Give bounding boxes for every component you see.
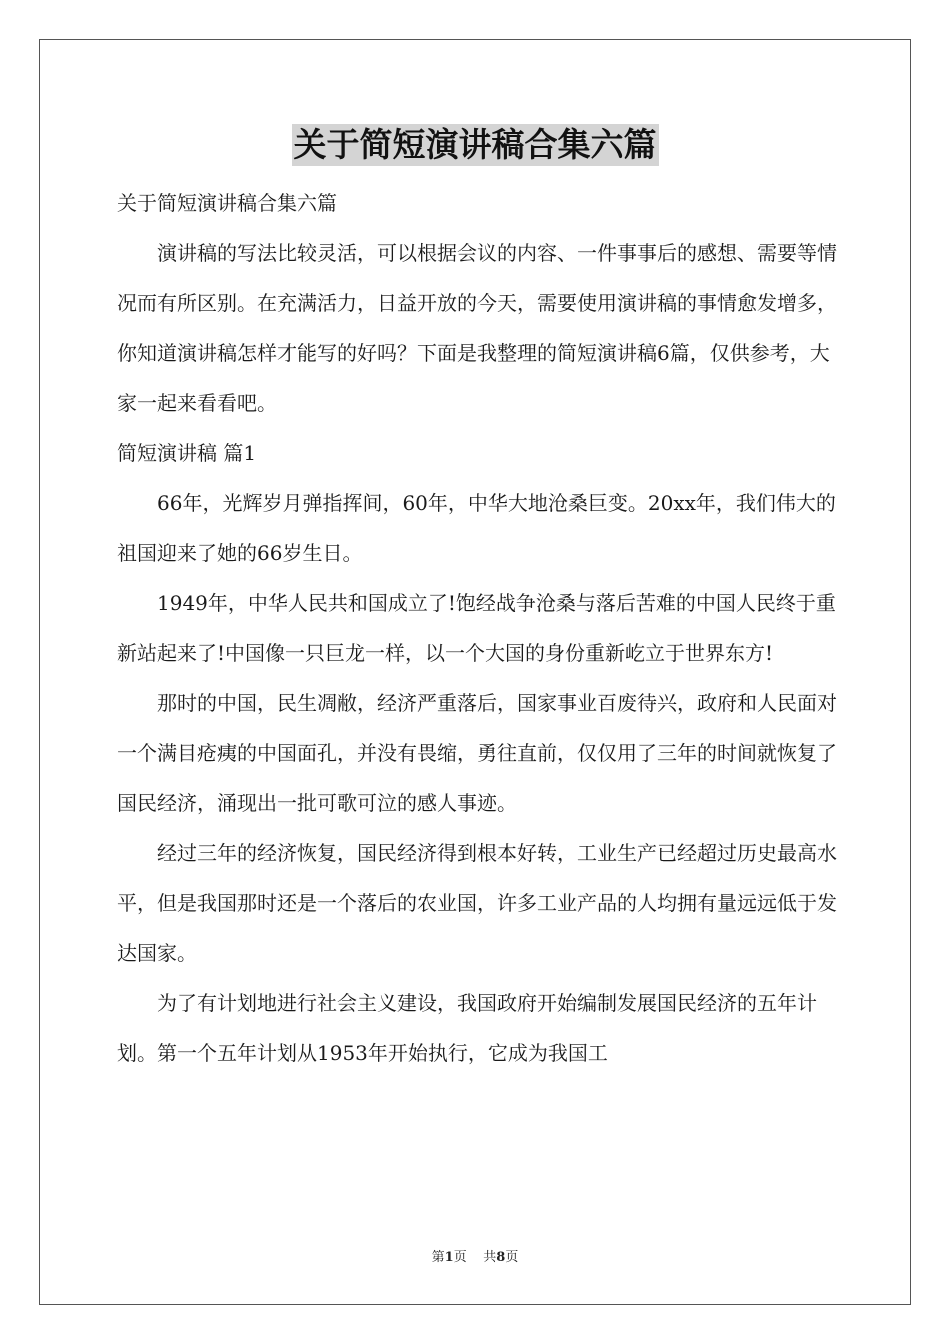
section-heading: 简短演讲稿 篇1 [117, 441, 257, 465]
paragraph: 1949年，中华人民共和国成立了!饱经战争沧桑与落后苦难的中国人民终于重新站起来了!中国像一只巨龙一样，以一个大国的身份重新屹立于世界东方! [117, 591, 836, 665]
document-body [117, 178, 837, 1078]
paragraph: 那时的中国，民生凋敝，经济严重落后，国家事业百废待兴，政府和人民面对一个满目疮痍的中国面孔，并没有畏缩，勇往直前，仅仅用了三年的时间就恢复了国民经济，涌现出一批可歌可泣的感人事迹。 [117, 691, 837, 815]
paragraph: 为了有计划地进行社会主义建设，我国政府开始编制发展国民经济的五年计划。第一个五年计划从1953年开始执行，它成为我国工 [117, 991, 817, 1065]
total-pages: 8 [496, 1250, 506, 1265]
paragraph: 经过三年的经济恢复，国民经济得到根本好转，工业生产已经超过历史最高水平，但是我国那时还是一个落后的农业国，许多工业产品的人均拥有量远远低于发达国家。 [117, 841, 837, 965]
paragraph: 关于简短演讲稿合集六篇 [117, 191, 337, 215]
page-suffix: 页 [453, 1250, 467, 1265]
page-prefix: 第 [431, 1250, 445, 1265]
paragraph: 66年，光辉岁月弹指挥间，60年，中华大地沧桑巨变。20xx年，我们伟大的祖国迎来了她的66岁生日。 [117, 491, 836, 565]
total-prefix: 共 [483, 1250, 497, 1265]
page-number: 1 [444, 1250, 454, 1265]
title-container [0, 124, 950, 166]
document-title: 关于简短演讲稿合集六篇 [293, 125, 657, 164]
page-footer [0, 1246, 950, 1265]
paragraph: 演讲稿的写法比较灵活，可以根据会议的内容、一件事事后的感想、需要等情况而有所区别。在充满活力，日益开放的今天，需要使用演讲稿的事情愈发增多，你知道演讲稿怎样才能写的好吗？下面是我整理的简短演讲稿6篇，仅供参考，大家一起来看看吧。 [117, 241, 837, 415]
total-suffix: 页 [505, 1250, 519, 1265]
